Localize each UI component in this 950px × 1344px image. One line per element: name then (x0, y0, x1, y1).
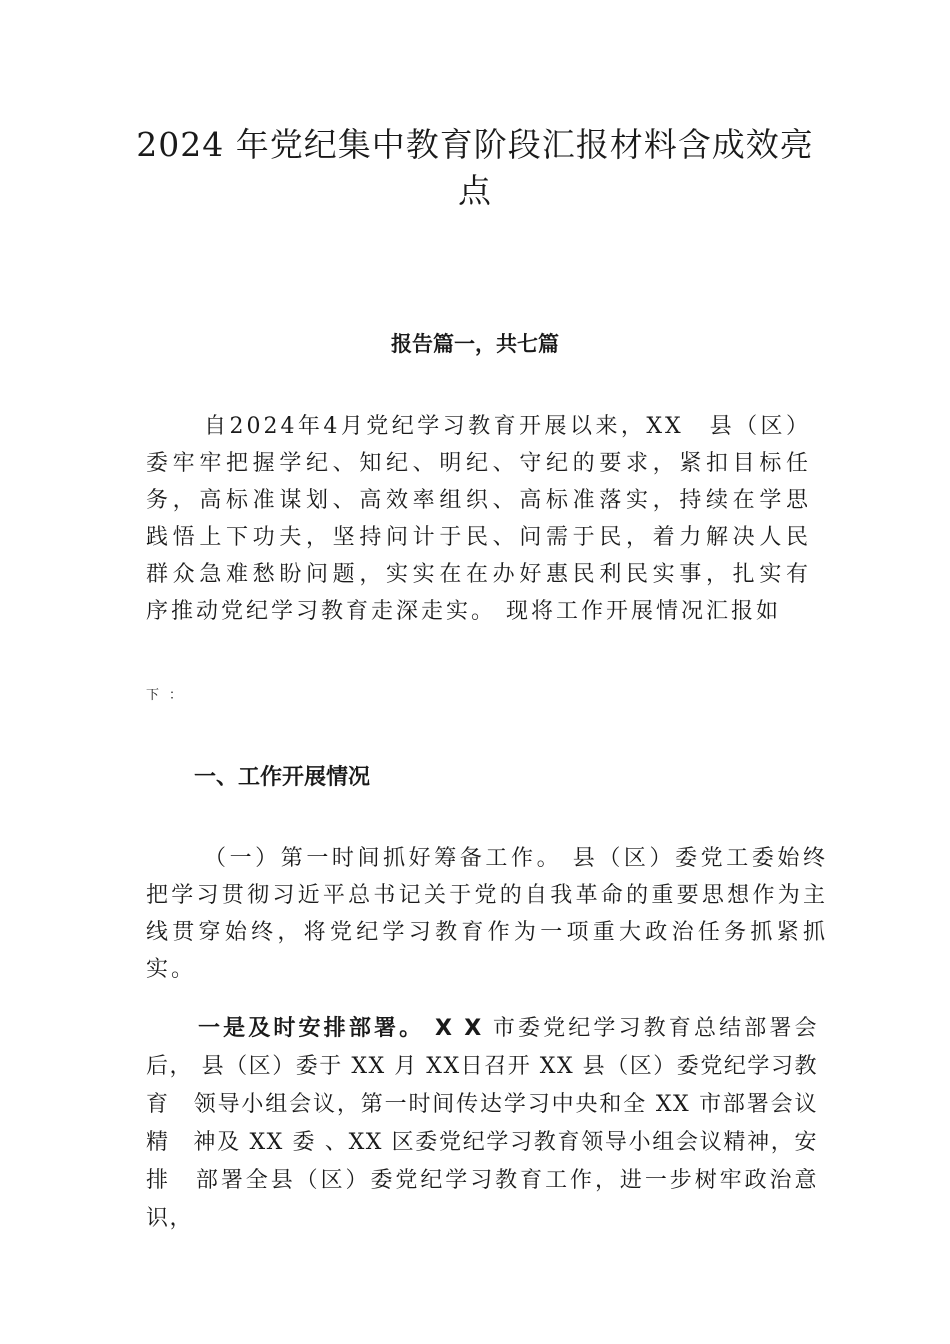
intro-paragraph-tail: 下： (146, 688, 193, 703)
intro-paragraph: 自2024年4月党纪学习教育开展以来，XX 县（区）委牢牢把握学纪、知纪、明纪、守纪的要求，紧扣目标任 务，高标准谋划、高效率组织、高标准落实，持续在学思 践悟上下功夫，坚持问计于民、问需于民，着力解决人民 群众急难愁盼问题，实实在在办好惠民利民实事，扎实有 序推动党纪学习教育走深走实。 现将工作开展情况汇报如 (146, 414, 837, 624)
document-subtitle: 报告篇一，共七篇 (391, 332, 559, 356)
document-title: 2024 年党纪集中教育阶段汇报材料含成效亮点 (136, 125, 814, 210)
section-heading: 一、工作开展情况 (194, 765, 371, 790)
paragraph-body: 市委党纪学习教育总结部署会后， 县（区）委于 XX 月 XX日召开 XX 县（区）委党纪学习教育 领导小组会议，第一时间传达学习中央和全 XX 市部署会议精 神及 XX 委 、XX 区委党纪学习教育领导小组会议精神，安排 部署全县（区）委党纪学习教育工作，进一步树牢政治意识， (146, 1016, 819, 1231)
body-paragraph-2 (146, 1010, 818, 1238)
paragraph-lead: 一是及时安排部署。 X X (198, 1016, 483, 1041)
body-paragraph-1: （一）第一时间抓好筹备工作。 县（区）委党工委始终把学习贯彻习近平总书记关于党的自我革命的重要思想作为主线贯穿始终，将党纪学习教育作为一项重大政治任务抓紧抓实。 (146, 846, 828, 982)
